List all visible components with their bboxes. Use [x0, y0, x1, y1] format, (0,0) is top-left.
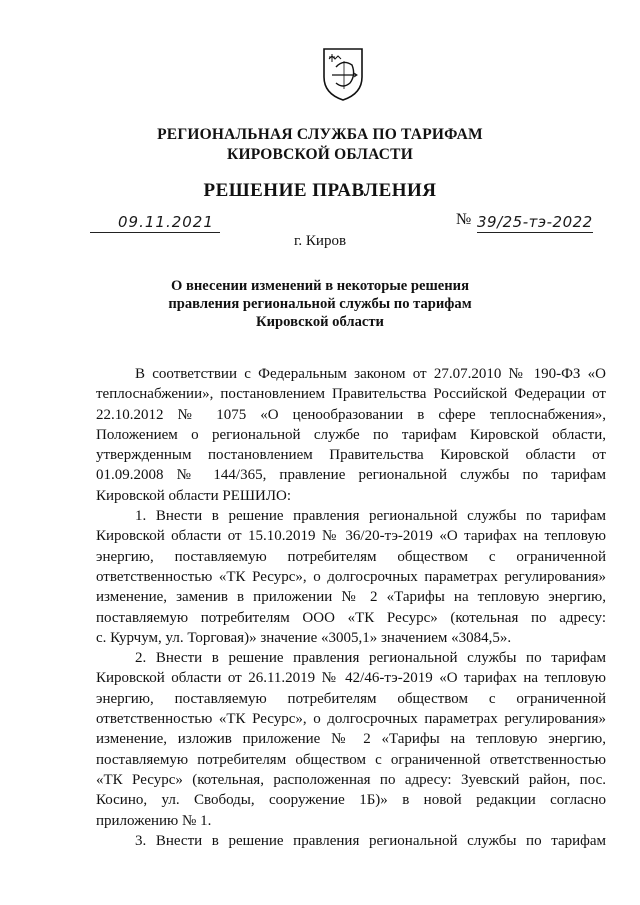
preamble-line: 01.09.2008 № 144/365, правление региональной службы по тарифам [96, 467, 606, 484]
item-1-line: 1. Внести в решение правления региональной службы по тарифам [135, 508, 606, 525]
city-label: г. Киров [293, 233, 347, 249]
preamble-line: В соответствии с Федеральным законом от 27.07.2010 № 190-ФЗ «О [135, 366, 606, 382]
item-3-line: 3. Внести в решение правления региональной службы по тарифам [135, 832, 606, 849]
decision-body [96, 364, 606, 851]
item-1-line: Кировской области от 15.10.2019 № 36/20-тэ-2019 «О тарифах на тепловую [96, 528, 606, 545]
preamble-line: 22.10.2012 № 1075 «О ценообразовании в сфере теплоснабжения», [96, 406, 606, 423]
item-2-line: «ТК Ресурс» (котельная, расположенная по адресу: Зуевский район, пос. [96, 771, 606, 788]
preamble-line: Положением о региональной службе по тарифам Кировской области, [96, 426, 606, 443]
preamble-line: теплоснабжении», постановлением Правительства Российской Федерации от [96, 386, 606, 403]
preamble-line: утвержденным постановлением Правительства Кировской области от [96, 447, 606, 464]
org-name-line-2: КИРОВСКОЙ ОБЛАСТИ [227, 146, 413, 163]
coat-of-arms-icon [322, 47, 364, 101]
item-1-line: ответственностью «ТК Ресурс», о долгосрочных параметрах регулирования» [96, 568, 606, 585]
document-type-title: РЕШЕНИЕ ПРАВЛЕНИЯ [203, 180, 437, 201]
handwritten-number: 39/25-тэ-2022 [477, 213, 593, 231]
subject-line-1: О внесении изменений в некоторые решения [171, 278, 469, 294]
item-2-line: энергию, поставляемую потребителям обществом с ограниченной [96, 690, 606, 707]
subject-line-3: Кировской области [256, 314, 384, 330]
handwritten-date: 09.11.2021 [118, 213, 214, 231]
subject-line-2: правления региональной службы по тарифам [168, 296, 472, 312]
preamble-line: Кировской области РЕШИЛО: [96, 487, 292, 504]
item-1-line: поставляемую потребителям ООО «ТК Ресурс» (котельная по адресу: [96, 609, 606, 626]
item-1-line: энергию, поставляемую потребителям обществом с ограниченной [96, 548, 606, 565]
item-2-line: приложению № 1. [96, 812, 212, 829]
item-1-line: изменение, заменив в приложении № 2 «Тарифы на тепловую энергию, [96, 589, 606, 606]
item-2-line: 2. Внести в решение правления региональной службы по тарифам [135, 650, 606, 667]
item-2-line: Кировской области от 26.11.2019 № 42/46-тэ-2019 «О тарифах на тепловую [96, 670, 606, 687]
item-2-line: поставляемую потребителям обществом с ограниченной ответственностью [96, 751, 606, 768]
org-name-line-1: РЕГИОНАЛЬНАЯ СЛУЖБА ПО ТАРИФАМ [157, 126, 483, 143]
item-2-line: Косино, ул. Свободы, сооружение 1Б)» в новой редакции согласно [96, 792, 606, 809]
item-2-line: ответственностью «ТК Ресурс», о долгосрочных параметрах регулирования» [96, 711, 606, 728]
item-1-line: с. Курчум, ул. Торговая)» значение «3005,1» значением «3084,5». [96, 629, 512, 646]
number-prefix: № [456, 211, 472, 228]
item-2-line: изменение, изложив приложение № 2 «Тарифы на тепловую энергию, [96, 731, 606, 748]
